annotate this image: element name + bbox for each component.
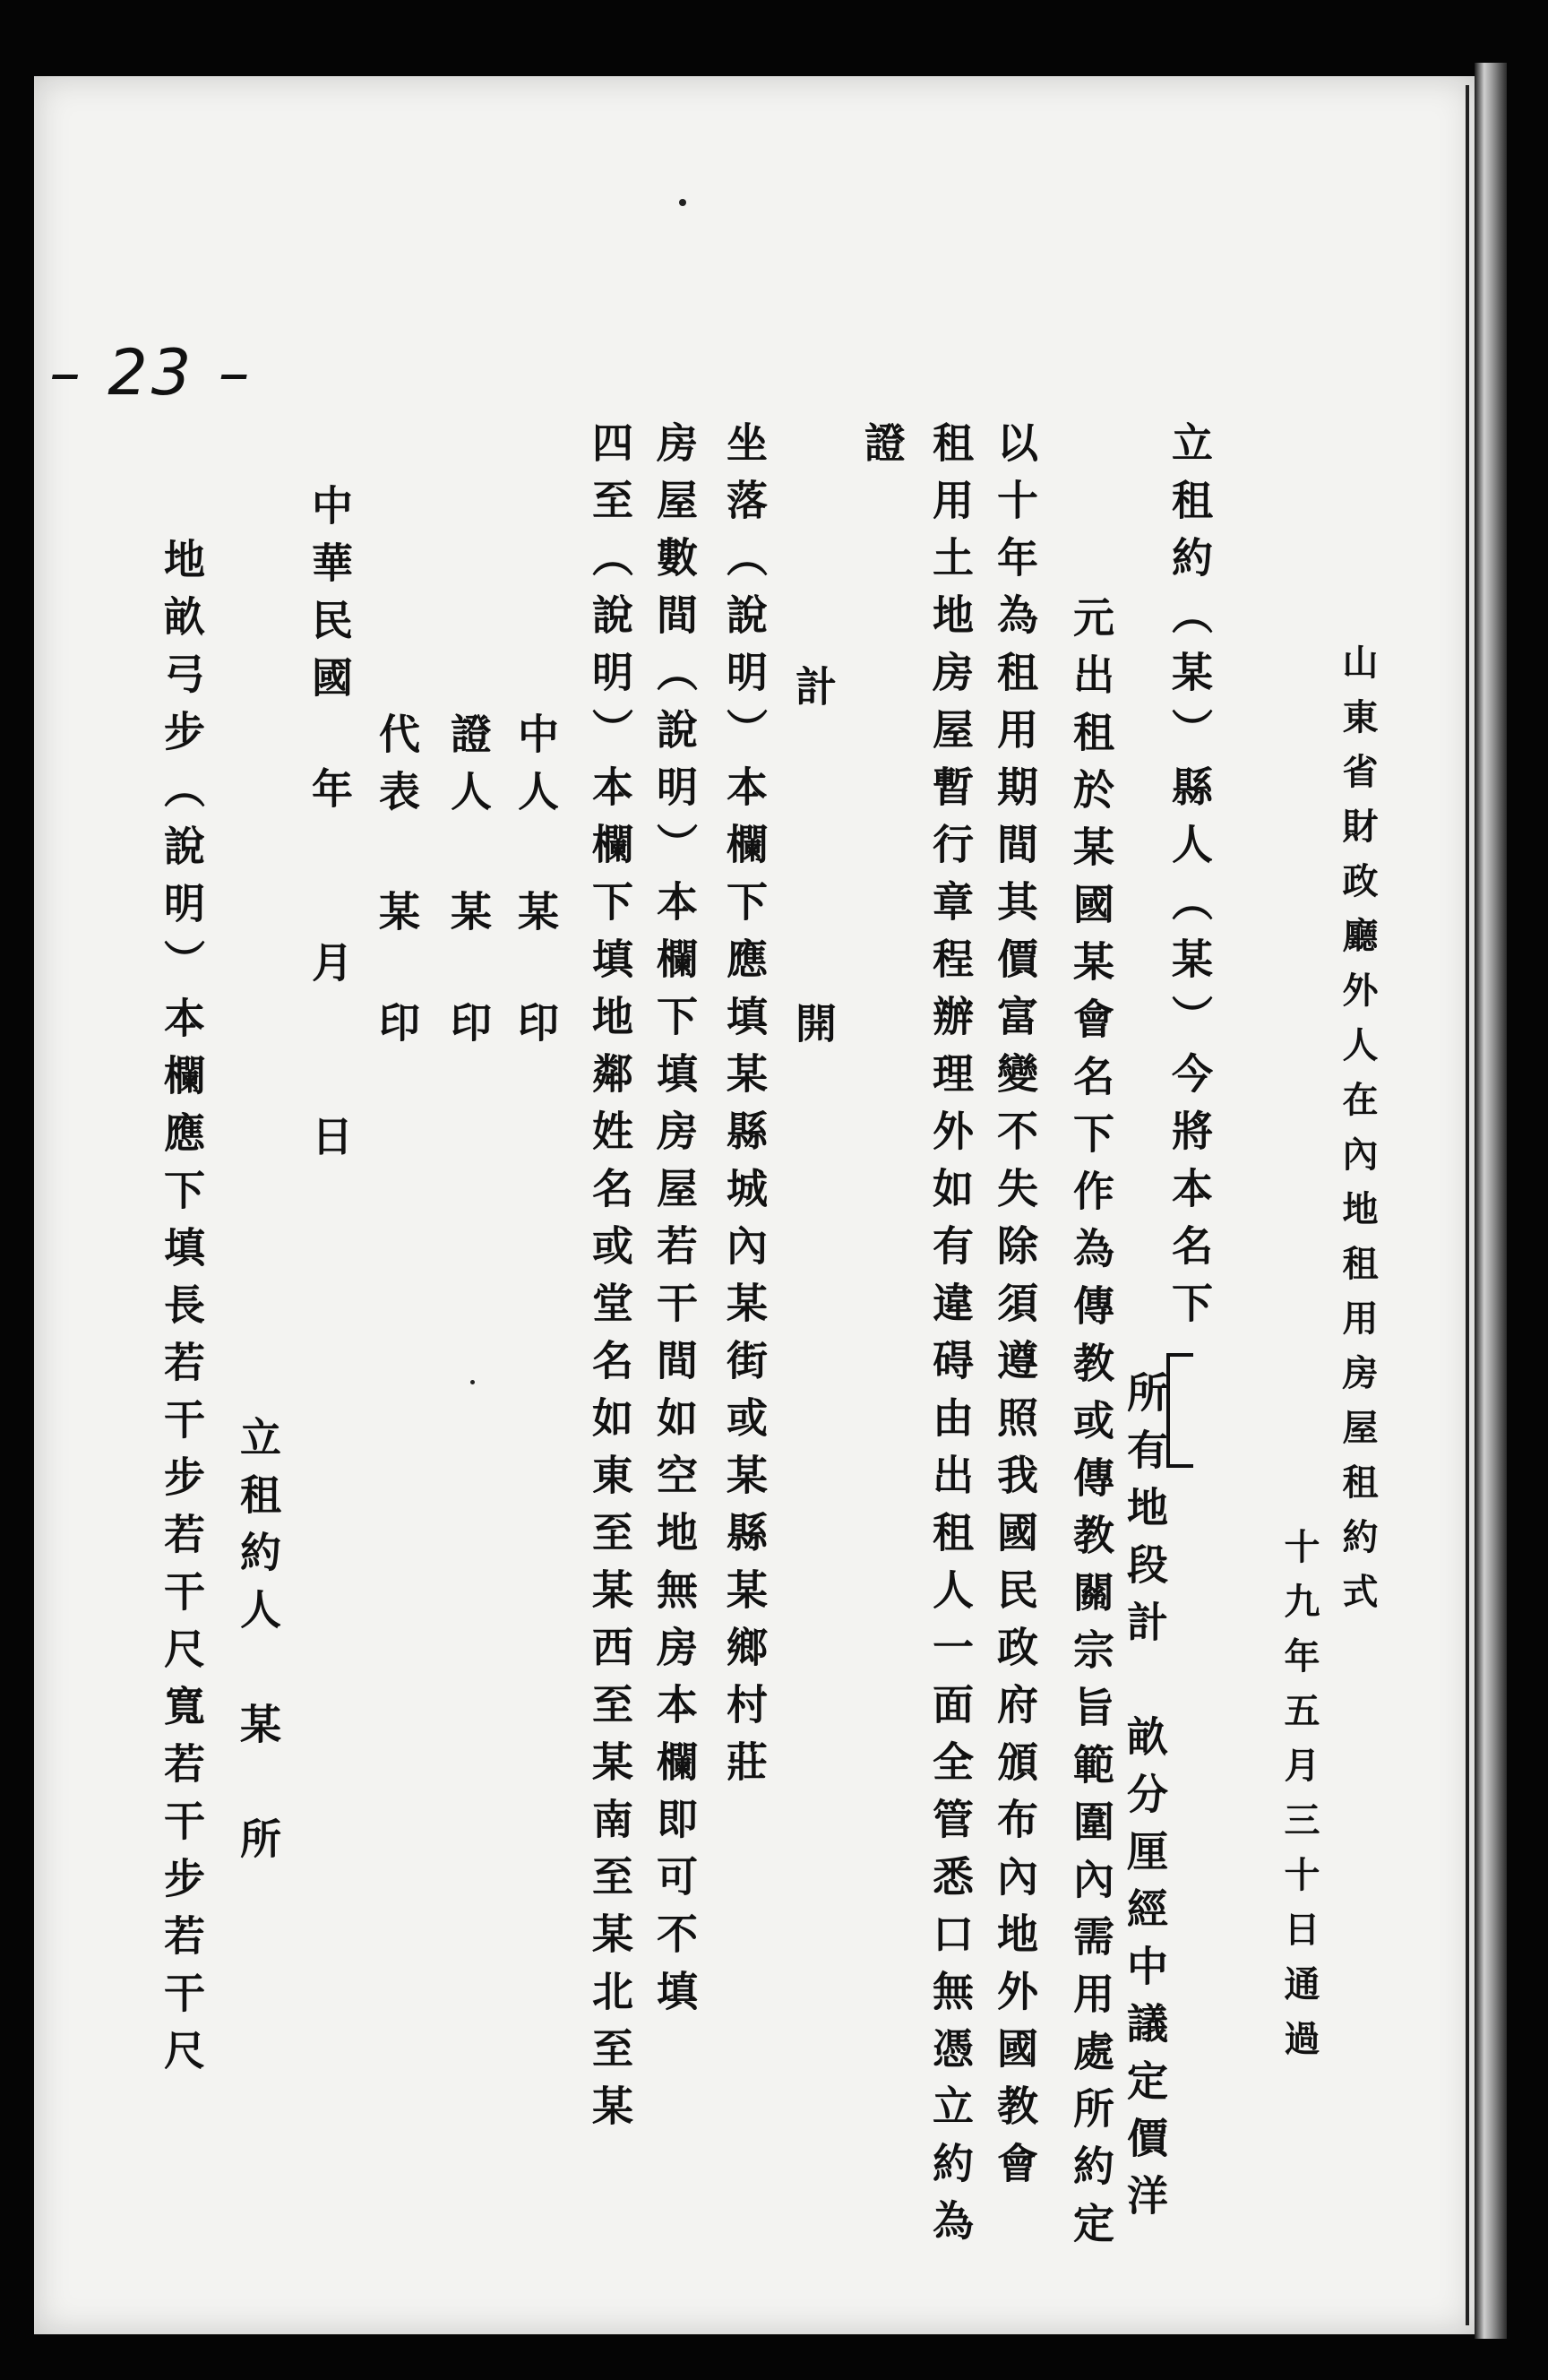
body-line-1: 立租約（某）縣人（某）今將本名下 xyxy=(1165,421,1214,1339)
signatory-role: 中人 xyxy=(512,712,560,827)
body-line-3: 元出租於某國某會名下作為傳教或傳教關宗旨範圍內需用處所約定 xyxy=(1067,596,1115,2259)
book-spine xyxy=(1475,63,1507,2339)
date-month: 月 xyxy=(305,941,354,998)
signatory-seal: 印 xyxy=(373,1001,421,1058)
date-day: 日 xyxy=(305,1115,354,1172)
field-rooms: 房屋數間（說明）本欄下填房屋若干間如空地無房本欄即可不填 xyxy=(650,421,699,2027)
signatory-name: 某 xyxy=(512,890,560,947)
signatory-seal: 印 xyxy=(512,1001,560,1058)
field-boundaries: 四至（說明）本欄下填地鄰姓名或堂名如東至某西至某南至某北至某 xyxy=(586,421,634,2142)
signatory-seal: 印 xyxy=(444,1001,493,1058)
body-line-5: 租用土地房屋暫行章程辦理外如有違碍由出租人一面全管悉口無憑立約為 xyxy=(926,421,975,2256)
body-line-4: 以十年為租用期間其價富變不失除須遵照我國民政府頒布內地外國教會 xyxy=(991,421,1039,2199)
witness-middleman xyxy=(512,712,560,1058)
signatory-name: 某 xyxy=(373,890,421,947)
lessor-line: 立租約人 某 所 xyxy=(234,1416,282,1875)
land-measure-note: 地畝弓步（說明）本欄應下填長若干步若干尺寬若干步若干尺 xyxy=(158,538,206,2086)
date-passed: 十九年五月三十日通過 xyxy=(1278,1528,1320,2074)
signatory-role: 證人 xyxy=(444,712,493,827)
field-location: 坐落（說明）本欄下應填某縣城內某街或某縣某鄉村莊 xyxy=(720,421,769,1798)
page-edge-line xyxy=(1466,85,1469,2325)
ink-speck xyxy=(470,1380,475,1384)
witness-certifier xyxy=(444,712,493,1058)
body-line-2: 所有地段計 畝分厘經中議定價洋 xyxy=(1121,1371,1169,2231)
date-era: 中華民國 xyxy=(305,484,354,713)
body-line-6: 證 xyxy=(858,421,907,479)
section-header: 計開 xyxy=(789,665,838,1339)
date-row xyxy=(305,484,354,1172)
plot-bracket xyxy=(1166,1353,1193,1468)
date-year: 年 xyxy=(305,767,354,824)
page-number: – 23 – xyxy=(49,336,254,410)
witness-representative xyxy=(373,712,421,1058)
document-title: 山東省財政廳外人在內地租用房屋租約式 xyxy=(1337,643,1379,1627)
signatory-role: 代表 xyxy=(373,712,421,827)
signatory-name: 某 xyxy=(444,890,493,947)
ink-speck xyxy=(679,199,686,206)
